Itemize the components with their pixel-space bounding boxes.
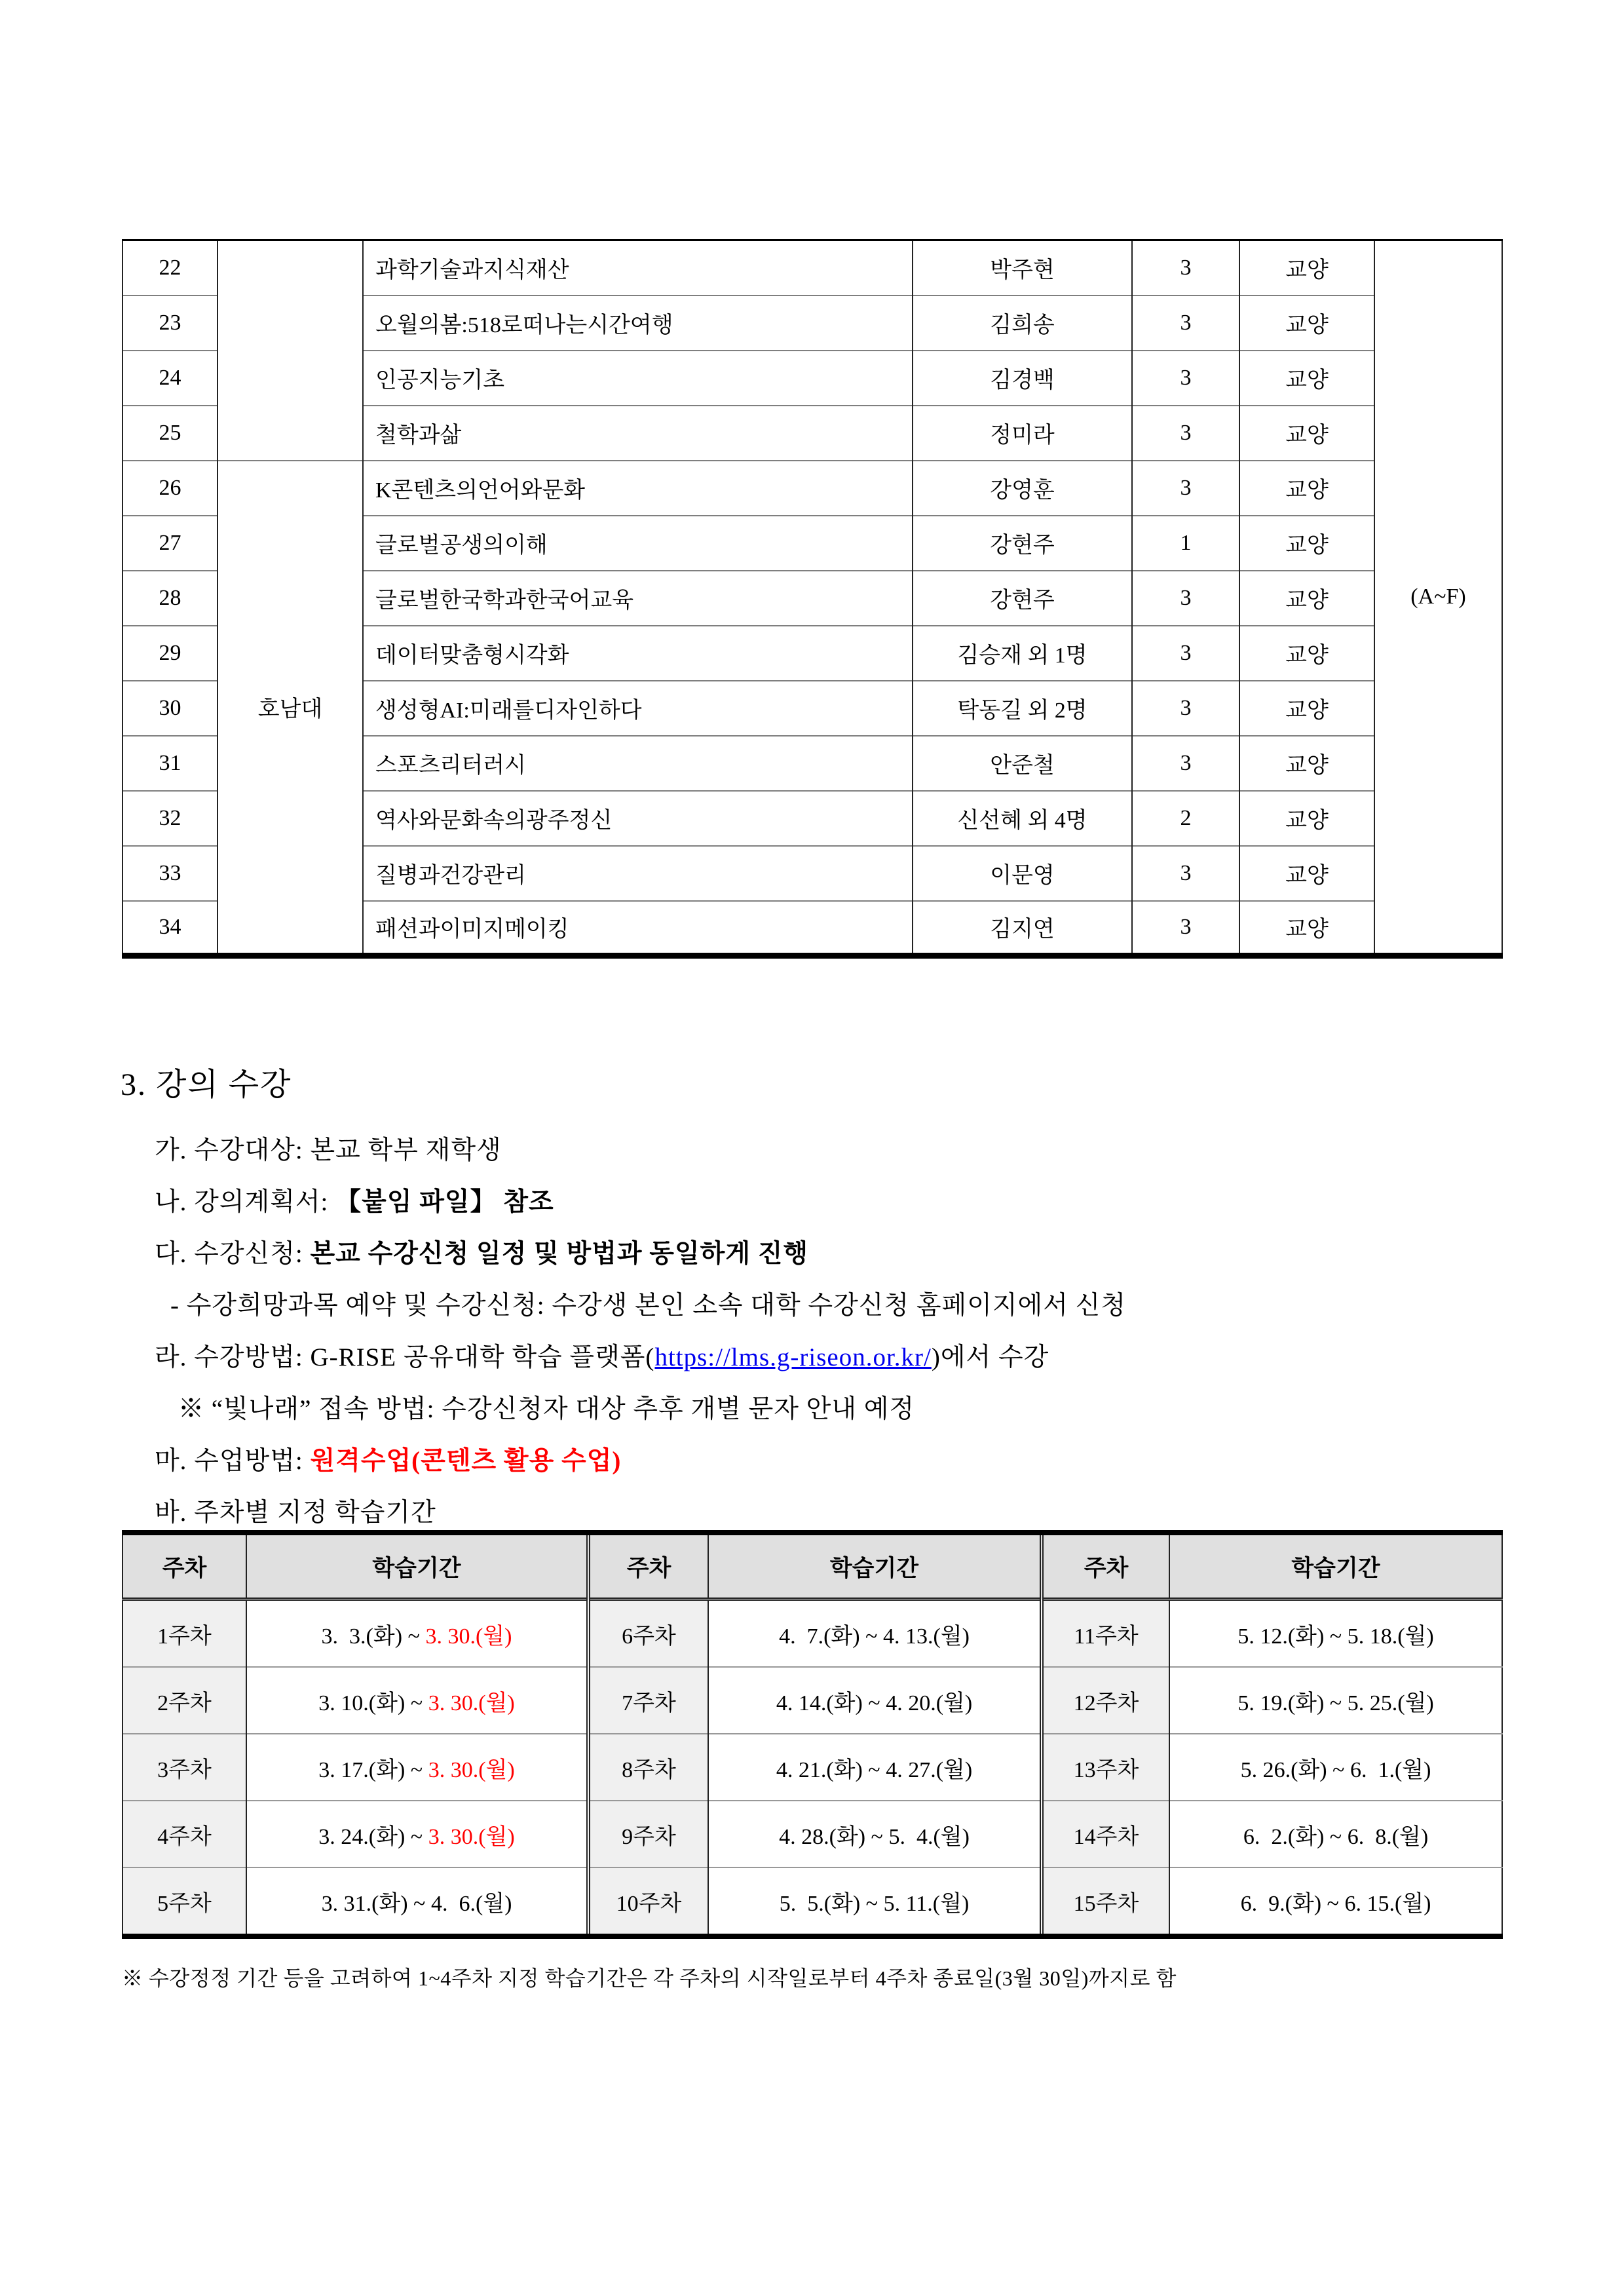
course-no-cell: 22: [123, 240, 217, 296]
period-text: 5. 26.(화) ~ 6. 1.(월): [1240, 1757, 1431, 1782]
period-text: 5. 5.(화) ~ 5. 11.(월): [779, 1891, 970, 1916]
period-text: 4. 7.(화) ~ 4. 13.(월): [779, 1624, 970, 1649]
period-header-cell: 학습기간: [1169, 1533, 1502, 1599]
week-cell: 3주차: [123, 1734, 246, 1801]
method-suffix: )에서 수강: [931, 1343, 1049, 1371]
period-header-cell: 학습기간: [246, 1533, 588, 1599]
credits-cell: 3: [1132, 240, 1239, 296]
period-text: 5. 19.(화) ~ 5. 25.(월): [1237, 1691, 1434, 1715]
week-schedule-table: [122, 1530, 1503, 1939]
period-text: 3. 24.(화) ~: [318, 1824, 428, 1849]
course-name-cell: 과학기술과지식재산: [363, 240, 913, 296]
week-cell: 8주차: [588, 1734, 708, 1801]
period-end-red: 3. 30.(월): [428, 1691, 515, 1715]
credits-cell: 3: [1132, 351, 1239, 406]
period-cell: [1169, 1801, 1502, 1867]
period-cell: [708, 1867, 1042, 1936]
week-row: [123, 1867, 1502, 1936]
week-cell: 10주차: [588, 1867, 708, 1936]
course-table-body: [123, 240, 1502, 956]
period-text: 3. 17.(화) ~: [318, 1757, 428, 1782]
section-title: 3. 강의 수강: [121, 1067, 292, 1102]
period-end-red: 3. 30.(월): [425, 1624, 512, 1649]
period-text: 4. 14.(화) ~ 4. 20.(월): [776, 1691, 973, 1715]
instructor-cell: 안준철: [913, 736, 1132, 791]
period-cell: [246, 1867, 588, 1936]
category-cell: 교양: [1239, 571, 1374, 626]
course-row: [123, 461, 1502, 516]
period-text: 3. 10.(화) ~: [318, 1691, 428, 1715]
credits-cell: 3: [1132, 681, 1239, 736]
instructor-cell: 신선혜 외 4명: [913, 791, 1132, 846]
lms-platform-link[interactable]: https://lms.g-riseon.or.kr/: [654, 1343, 932, 1371]
category-cell: 교양: [1239, 351, 1374, 406]
list-item-weekly-period: 바. 주차별 지정 학습기간: [155, 1499, 436, 1527]
period-cell: [246, 1801, 588, 1867]
course-enrollment-section: [121, 1069, 1555, 1552]
period-text: 4. 28.(화) ~ 5. 4.(월): [779, 1824, 970, 1849]
category-cell: 교양: [1239, 461, 1374, 516]
period-text: 5. 12.(화) ~ 5. 18.(월): [1237, 1624, 1434, 1649]
period-text: 6. 2.(화) ~ 6. 8.(월): [1243, 1824, 1429, 1849]
period-cell: [246, 1599, 588, 1668]
course-row: [123, 240, 1502, 296]
category-cell: 교양: [1239, 791, 1374, 846]
class-method-red: 원격수업(콘텐츠 활용 수업): [310, 1447, 622, 1475]
course-name-cell: K콘텐츠의언어와문화: [363, 461, 913, 516]
instructor-cell: 박주현: [913, 240, 1132, 296]
week-header-row: [123, 1533, 1502, 1599]
course-no-cell: 33: [123, 846, 217, 901]
credits-cell: 3: [1132, 461, 1239, 516]
period-text: 3. 3.(화) ~: [321, 1624, 426, 1649]
course-name-cell: 인공지능기초: [363, 351, 913, 406]
registration-label: 다. 수강신청:: [155, 1240, 311, 1268]
course-name-cell: 철학과삶: [363, 406, 913, 461]
period-cell: [708, 1801, 1042, 1867]
university-cell: 호남대: [217, 461, 363, 956]
course-no-cell: 23: [123, 296, 217, 351]
category-cell: 교양: [1239, 626, 1374, 681]
week-cell: 13주차: [1042, 1734, 1169, 1801]
course-no-cell: 30: [123, 681, 217, 736]
footnote: ※ 수강정정 기간 등을 고려하여 1~4주차 지정 학습기간은 각 주차의 시작일로부터 4주차 종료일(3월 30일)까지로 함: [122, 1966, 1177, 1990]
course-table: [122, 239, 1503, 959]
category-cell: 교양: [1239, 240, 1374, 296]
credits-cell: 3: [1132, 846, 1239, 901]
course-name-cell: 데이터맞춤형시각화: [363, 626, 913, 681]
instructor-cell: 김승재 외 1명: [913, 626, 1132, 681]
period-text: 3. 31.(화) ~ 4. 6.(월): [321, 1891, 512, 1916]
credits-cell: 3: [1132, 406, 1239, 461]
week-cell: 7주차: [588, 1667, 708, 1734]
credits-cell: 3: [1132, 626, 1239, 681]
period-cell: [708, 1667, 1042, 1734]
category-cell: 교양: [1239, 681, 1374, 736]
course-no-cell: 31: [123, 736, 217, 791]
credits-cell: 2: [1132, 791, 1239, 846]
period-end-red: 3. 30.(월): [428, 1824, 515, 1849]
instructor-cell: 탁동길 외 2명: [913, 681, 1132, 736]
week-cell: 4주차: [123, 1801, 246, 1867]
syllabus-label: 나. 강의계획서:: [155, 1188, 336, 1216]
week-cell: 11주차: [1042, 1599, 1169, 1668]
category-cell: 교양: [1239, 516, 1374, 571]
course-name-cell: 패션과이미지메이킹: [363, 901, 913, 956]
course-no-cell: 29: [123, 626, 217, 681]
credits-cell: 3: [1132, 571, 1239, 626]
category-cell: 교양: [1239, 296, 1374, 351]
week-header-cell: 주차: [1042, 1533, 1169, 1599]
instructor-cell: 김지연: [913, 901, 1132, 956]
week-cell: 12주차: [1042, 1667, 1169, 1734]
syllabus-attachment-bold: 【붙임 파일】 참조: [335, 1188, 554, 1216]
period-cell: [1169, 1667, 1502, 1734]
list-item-method: [155, 1345, 1555, 1370]
course-no-cell: 28: [123, 571, 217, 626]
week-cell: 9주차: [588, 1801, 708, 1867]
period-cell: [708, 1734, 1042, 1801]
course-no-cell: 27: [123, 516, 217, 571]
course-name-cell: 스포츠리터러시: [363, 736, 913, 791]
period-cell: [708, 1599, 1042, 1668]
period-header-cell: 학습기간: [708, 1533, 1042, 1599]
method-label: 라. 수강방법: G-RISE 공유대학 학습 플랫폼(: [155, 1343, 655, 1371]
list-item-target: 가. 수강대상: 본교 학부 재학생: [155, 1136, 502, 1164]
credits-cell: 3: [1132, 901, 1239, 956]
week-cell: 2주차: [123, 1667, 246, 1734]
instructor-cell: 정미라: [913, 406, 1132, 461]
course-no-cell: 24: [123, 351, 217, 406]
period-cell: [1169, 1867, 1502, 1936]
course-no-cell: 26: [123, 461, 217, 516]
week-cell: 5주차: [123, 1867, 246, 1936]
week-cell: 14주차: [1042, 1801, 1169, 1867]
university-cell-empty: [217, 240, 363, 461]
registration-bold: 본교 수강신청 일정 및 방법과 동일하게 진행: [310, 1240, 809, 1268]
period-text: 6. 9.(화) ~ 6. 15.(월): [1240, 1891, 1431, 1916]
note-cell: (A~F): [1374, 240, 1502, 956]
list-item-method-note: ※ “빛나래” 접속 방법: 수강신청자 대상 추후 개별 문자 안내 예정: [178, 1395, 915, 1423]
credits-cell: 1: [1132, 516, 1239, 571]
credits-cell: 3: [1132, 296, 1239, 351]
course-name-cell: 오월의봄:518로떠나는시간여행: [363, 296, 913, 351]
period-cell: [246, 1734, 588, 1801]
period-cell: [1169, 1734, 1502, 1801]
week-row: [123, 1734, 1502, 1801]
period-cell: [1169, 1599, 1502, 1668]
instructor-cell: 강영훈: [913, 461, 1132, 516]
course-name-cell: 생성형AI:미래를디자인하다: [363, 681, 913, 736]
category-cell: 교양: [1239, 736, 1374, 791]
course-no-cell: 25: [123, 406, 217, 461]
class-method-label: 마. 수업방법:: [155, 1447, 311, 1475]
course-name-cell: 글로벌공생의이해: [363, 516, 913, 571]
instructor-cell: 강현주: [913, 516, 1132, 571]
week-cell: 1주차: [123, 1599, 246, 1668]
week-cell: 6주차: [588, 1599, 708, 1668]
list-item-syllabus: [155, 1189, 1555, 1215]
category-cell: 교양: [1239, 406, 1374, 461]
course-no-cell: 32: [123, 791, 217, 846]
category-cell: 교양: [1239, 901, 1374, 956]
instructor-cell: 강현주: [913, 571, 1132, 626]
instructor-cell: 김희송: [913, 296, 1132, 351]
credits-cell: 3: [1132, 736, 1239, 791]
course-name-cell: 역사와문화속의광주정신: [363, 791, 913, 846]
week-table-body: [123, 1599, 1502, 1937]
category-cell: 교양: [1239, 846, 1374, 901]
period-end-red: 3. 30.(월): [428, 1757, 515, 1782]
list-item-class-method: [155, 1448, 1555, 1474]
instructor-cell: 이문영: [913, 846, 1132, 901]
course-no-cell: 34: [123, 901, 217, 956]
course-name-cell: 질병과건강관리: [363, 846, 913, 901]
week-header-cell: 주차: [588, 1533, 708, 1599]
period-text: 4. 21.(화) ~ 4. 27.(월): [776, 1757, 973, 1782]
course-name-cell: 글로벌한국학과한국어교육: [363, 571, 913, 626]
week-row: [123, 1599, 1502, 1668]
week-header-cell: 주차: [123, 1533, 246, 1599]
week-row: [123, 1667, 1502, 1734]
list-item-registration: [155, 1241, 1555, 1267]
period-cell: [246, 1667, 588, 1734]
instructor-cell: 김경백: [913, 351, 1132, 406]
week-row: [123, 1801, 1502, 1867]
week-cell: 15주차: [1042, 1867, 1169, 1936]
list-item-registration-sub: - 수강희망과목 예약 및 수강신청: 수강생 본인 소속 대학 수강신청 홈페이지에서 신청: [170, 1292, 1126, 1320]
